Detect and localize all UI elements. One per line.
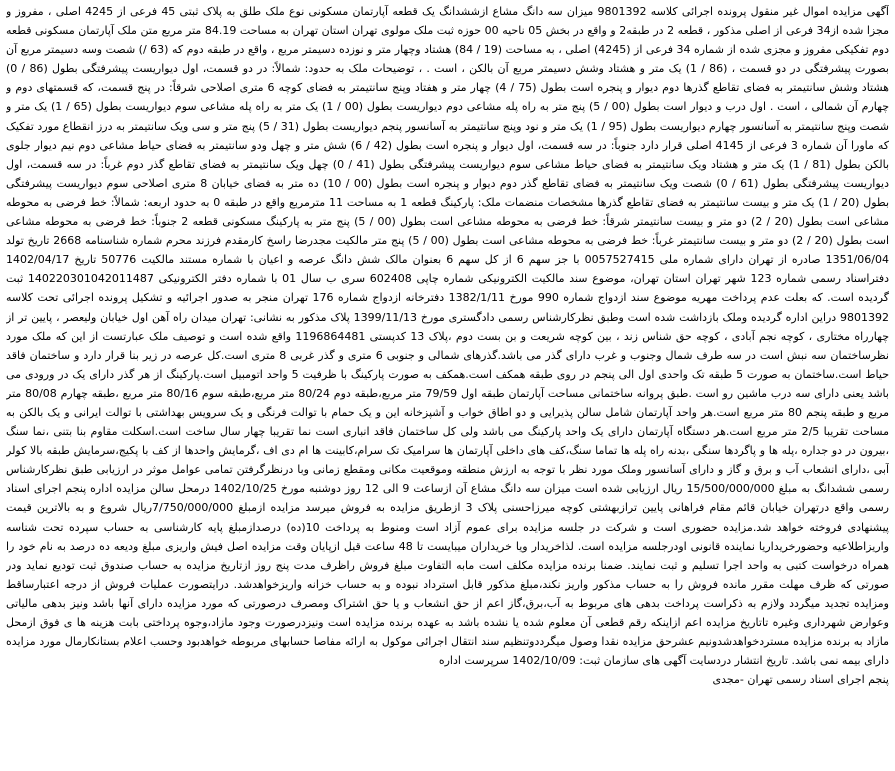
notice-body: آگهی مزایده اموال غیر منقول پرونده اجرائی کلاسه 9801392 میزان سه دانگ مشاع ازششدانگ یک قطعه آپارتمان مسکونی نوع ملک طلق به پلاک ثبتی 45 فرعی از 4245 اصلی ، مفروز و مجزا شده از34 فرعی از اصلی مذکور ، قطعه 2 در طبقه2 و واقع در بخش 05 ناحیه 00 حوزه ثبت ملک مولوی تهران استان تهران به مساحت 84.19 متر مربع متن ملک آپارتمان مسکونی قطعه دوم تفکیکی مفروز و مجزی شده از شماره 34 فرعی از (4245) اصلی ، به مساحت (19 / 84) هشتاد وچهار متر و نوزده دسیمتر مربع ، واقع در طبقه دوم که (63 /) شصت وسه دسیمتر مربع آن بصورت پیشرفتگی در دو قسمت ، (86 / 1) یک متر و هشتاد وشش دسیمتر مربع آن بالکن ، است . ، توضیحات ملک به حدود: شمالاً: در دو قسمت، اول دیواریست پیشرفتگی بطول (86 / 0) هشتاد وشش سانتیمتر به فضای تقاطع گذرها دوم دیوار و پنجره است بطول (75 / 4) چهار متر و هفتاد وپنج سانتیمتر به فضای کوچه 6 متری اصلاحی شرقاً: در پنج قسمت، که قسمتهای دوم و چهارم آن شمالی ، است . اول درب و دیوار است بطول (00 / 5) پنج متر به راه پله مشاعی دوم دیواریست بطول (00 / 1) یک متر به راه پله مشاعی سوم دیواریست بطول (65 / 1) یک متر و شصت وپنج سانتیمتر به آسانسور چهارم دیواریست بطول (95 / 1) یک متر و نود وپنج سانتیمتر به آسانسور پنجم دیواریست بطول (31 / 5) پنج متر و سی ویک سانتیمتر به درز انقطاع مورد تفکیک که ماورا آن شماره 3 فرعی از 4145 اصلی قرار دارد جنوباً: در سه قسمت، اول دیوار و پنجره است بطول (42 / 6) شش متر و چهل ودو سانتیمتر به فضای حیاط مشاعی دوم نیم دیوار جلوی بالکن بطول (81 / 1) یک متر و هشتاد ویک سانتیمتر به فضای حیاط مشاعی سوم دیواریست پیشرفتگی بطول (41 / 0) چهل ویک سانتیمتر به فضای تقاطع گذر دوم غرباً: در سه قسمت، اول دیواریست پیشرفتگی بطول (61 / 0) شصت ویک سانتیمتر به فضای تقاطع گذر دوم دیوار و پنجره است بطول (00 / 10) ده متر به فضای خیابان 8 متری اصلاحی سوم دیواریست پیشرفتگی بطول (20 / 1) یک متر و بیست سانتیمتر به فضای تقاطع گذرها مشخصات منضمات ملک: پارکینگ قطعه 1 به مساحت 11 مترمربع واقع در طبقه 0 به حدود اربعه: شمالاً: خط فرضی به محوطه مشاعی است بطول (20 / 2) دو متر و بیست سانتیمتر شرقاً: خط فرضی به محوطه مشاعی است بطول (00 / 5) پنج متر به پارکینگ مسکونی قطعه 2 جنوباً: خط فرضی به محوطه مشاعی است بطول (20 / 2) دو متر و بیست سانتیمتر غرباً: خط فرضی به محوطه مشاعی است بطول (00 / 5) پنج متر مالکیت مجدرضا راسخ کارمقدم فرزند محرم شماره شناسنامه 2668 تاریخ تولد 1351/06/04 صادره از تهران دارای شماره ملی 0057527415 با جز سهم 6 از کل سهم 6 بعنوان مالک شش دانگ عرصه و اعیان با شماره مستند مالکیت 50776 تاریخ 1402/04/17 دفتراسناد رسمی شماره 123 شهر تهران استان تهران، موضوع سند مالکیت الکترونیکی شماره چاپی 602408 سری ب سال 01 با شماره دفتر الکترونیکی 140220301042011487 ثبت گردیده است. که بعلت عدم پرداخت مهریه موضوع سند ازدواج شماره 990 مورخ 1382/1/11 دفترخانه ازدواج شماره 176 تهران منجر به صدور اجرائیه و تشکیل پرونده اجرائی تحت کلاسه 9801392 دراین اداره گردیده وملک بازداشت شده است وطبق نظرکارشناس رسمی دادگستری مورخ 1399/11/13 پلاک مذکور به نشانی: تهران میدان راه آهن اول خیابان ولیعصر ، پایین تر از چهارراه مختاری ، کوچه نجم آبادی ، کوچه حق شناس زند ، بین کوچه شریعت و بن بست دوم ،پلاک 13 کدپستی 1196864481 واقع شده است و توصیف ملک عبارتست از این که ملک مورد نظرساختمان سه نبش است در سه طرف شمال وجنوب و غرب دارای گذر می باشد.گذرهای شمالی و جنوبی 6 متری و گذر غربی 8 متری است.کل عرصه در زیر بنا قرار دارد و ساختمان فاقد حیاط است.ساختمان به صورت 5 طبقه تک واحدی اول الی پنجم در روی طبقه همکف است.همکف به صورت پارکینگ با ظرفیت 5 واحد اتومبیل است.پارکینگ از هر گذر دارای یک در ورودی می باشد یعنی دارای سه درب ماشین رو است .طبق پروانه ساختمانی مساحت آپارتمان طبقه اول 79/59 متر مربع،طبقه دوم 80/24 متر مربع،طبقه سوم 80/16 متر مربع ،طبقه چهارم 80/08 متر مربع و طبقه پنجم 80 متر مربع است.هر واحد آپارتمان شامل سالن پذیرایی و دو اطاق خواب و آشپزخانه این و یک حمام با توالت فرنگی و یک سرویس بهداشتی با توالت ایرانی و یک بالکن به مساحت تقریبا 2/5 متر مربع است.هر دستگاه آپارتمان دارای یک واحد پارکینگ می باشد ولی کل ساختمان فاقد انباری است نما تقریبا چهار سال ساخت است.اسکلت مقاوم بنا بتنی ،نما سنگ ،بیرون در دو جداره ،پله ها و پاگردها سنگی ،بدنه راه پله ها تماما سنگ،کف های داخلی آپارتمان ها سرامیک تک سرام،کابینت ها ام دی اف ،گرمایش واحدها از کف با پکیج،سرمایش طبقه بالا کولر آبی ،دارای انشعاب آب و برق و گاز و دارای آسانسور وملک مورد نظر با توجه به ارزش منطقه وموقعیت مکانی ومقطع زمانی وبا درنظرگرفتن تمامی عوامل موثر در ارزیابی طبق نظرکارشناس رسمی ششدانگ به مبلغ 15/500/000/000 ریال ارزیابی شده است میزان سه دانگ مشاع آن ازساعت 9 الی 12 روز دوشنبه مورخ 1402/10/25 درمحل سالن مزایده اداره پنجم اجرای اسناد رسمی واقع درتهران خیابان قائم مقام فراهانی پایین ترازبهشتی کوچه میرزاحسنی پلاک 3 ازطریق مزایده به فروش میرسد مزایده ازمبلغ 7/750/000/000ریال شروع و به بالاترین قیمت پیشنهادی فروخته خواهد شد.مزایده حضوری است و شرکت در جلسه مزایده برای عموم آزاد است ومنوط به پرداخت 10(ده) درصدازمبلغ پایه کارشناسی به حساب سپرده تحت شناسه واریزاطلاعیه وحضورخریداریا نماینده قانونی اودرجلسه مزایده است. لذاخریدار ویا خریداران میبایست تا 48 ساعت قبل ازپایان وقت مزایده اصل فیش واریزی مبلغ ودیعه ده درصد به نام خود را همراه درخواست کتبی به واحد اجرا تسلیم و ثبت نمایند. ضمنا برنده مزایده مکلف است مابه التفاوت مبلغ فروش راظرف مدت پنج روز ازتاریخ مزایده به حساب صندوق ثبت تودیع نماید ودر صورتی که ظرف مهلت مقرر مانده فروش را به حساب مذکور واریز نکند،مبلغ مذکور قابل استرداد نبوده و به حساب خزانه واریزخواهدشد. درایتصورت عملیات فروش از درجه اعتبارساقط ومزایده تجدید میگردد ولازم به ذکراست پرداخت بدهی های مربوط به آب،برق،گاز اعم از حق انشعاب و یا حق اشتراک ومصرف درصورتی که مورد مزایده دارای آنها باشد ونیز بدهی مالیاتی وعوارض شهرداری وغیره تاتاریخ مزایده اعم ازاینکه رقم قطعی آن معلوم شده یا نشده باشد به عهده برنده مزایده است ونیزدرصورت وجود مازاد،وجوه پرداختی بابت هزینه ها ی فوق ازمحل مازاد به برنده مزایده مستردخواهدشدونیم عشرحق مزایده نقدا وصول میگرددوتنظیم سند انتقال اجرائی موکول به ارائه مفاصا حسابهای مربوطه خواهدبود وحسب اعلام بستانکارمال مورد مزایده دارای بیمه نمی باشد. تاریخ انتشار دردسایت آگهی های سازمان ثبت: 1402/10/09 سرپرست اداره [6, 5, 889, 668]
auction-notice [6, 2, 889, 769]
notice-signature: پنجم اجرای اسناد رسمی تهران -مجدی [712, 673, 889, 687]
